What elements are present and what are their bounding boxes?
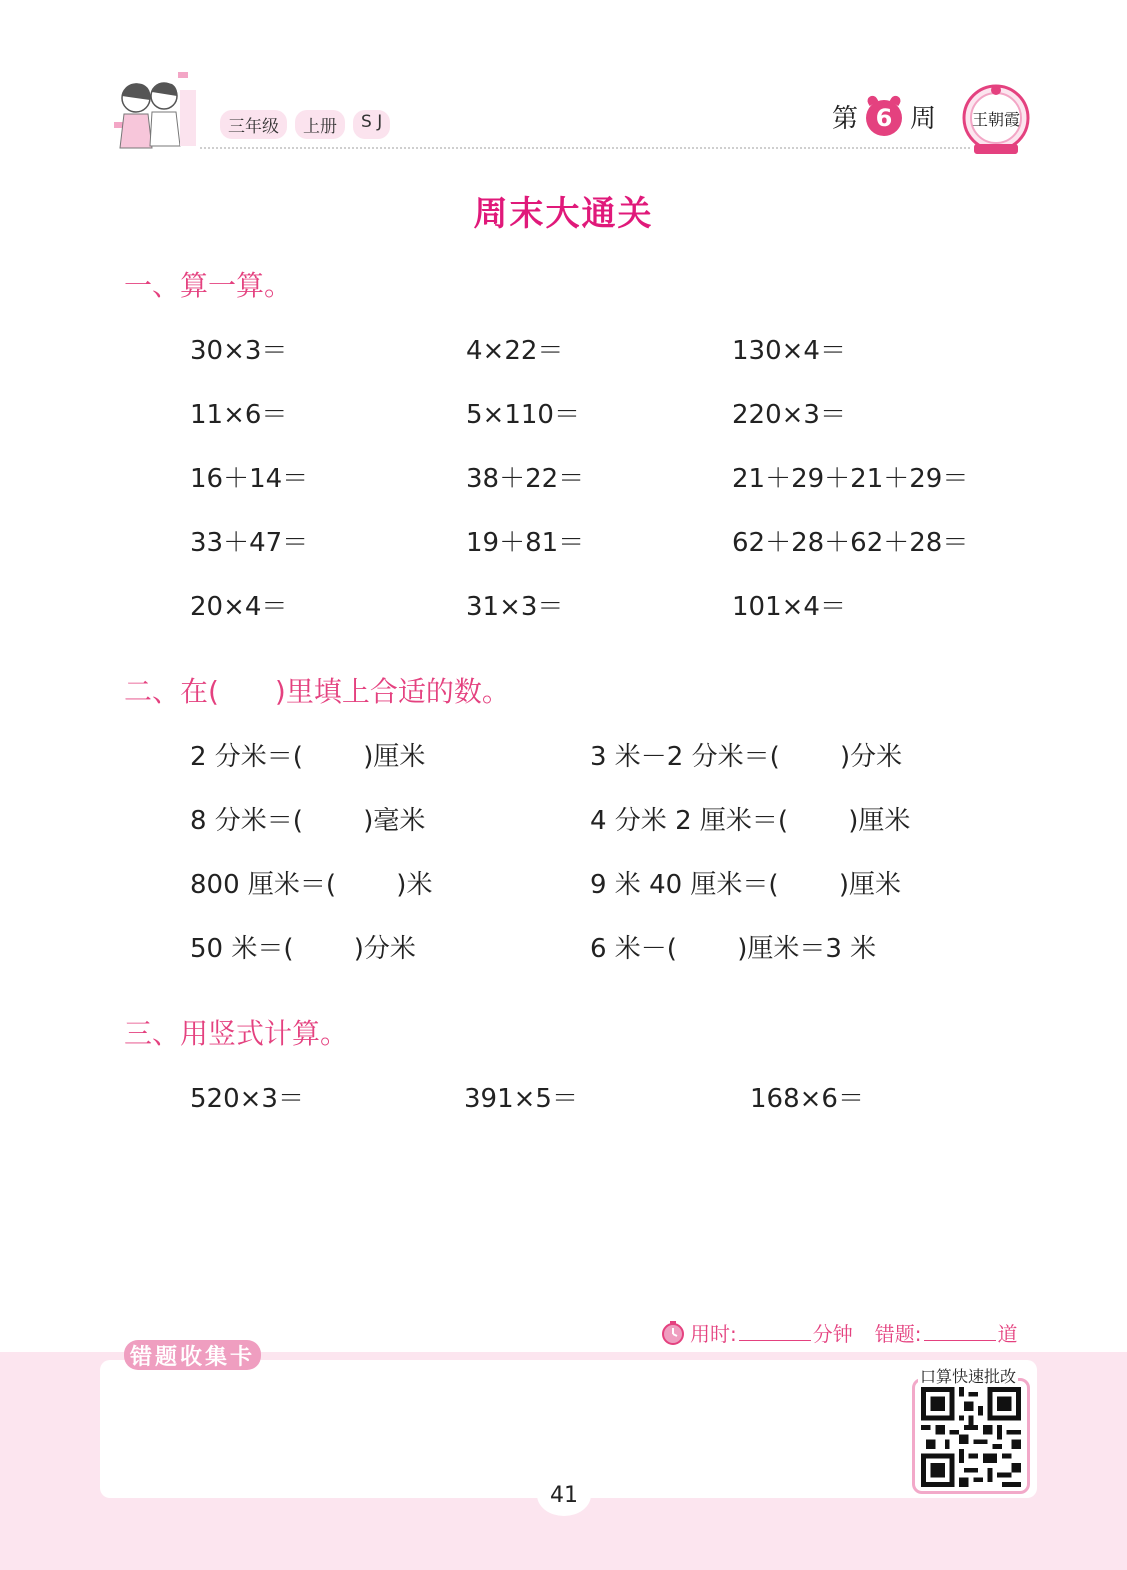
qr-code-frame[interactable] — [912, 1378, 1030, 1494]
seal-text: 王朝霞 — [971, 110, 1021, 129]
vertical-calc-item: 520×3＝ — [190, 1084, 304, 1114]
edition-tag: S J — [353, 110, 390, 139]
grade-tag: 三年级 — [220, 110, 287, 139]
fill-blank-item: 6 米－( )厘米＝3 米 — [590, 934, 877, 964]
vertical-calc-item: 391×5＝ — [464, 1084, 578, 1114]
week-number: 6 — [866, 100, 902, 136]
error-card-label: 错题收集卡 — [124, 1340, 261, 1370]
section-3-title: 三、用竖式计算。 — [124, 1017, 349, 1050]
qr-caption: 口算快速批改 — [918, 1364, 1018, 1387]
grade-tags — [220, 110, 390, 139]
time-unit: 分钟 — [812, 1322, 853, 1346]
exercise-item: 20×4＝ — [190, 592, 288, 622]
week-prefix: 第 — [832, 103, 859, 134]
page-title: 周末大通关 — [473, 194, 654, 234]
volume-tag: 上册 — [295, 110, 345, 139]
fill-blank-item: 50 米＝( )分米 — [190, 934, 416, 964]
kids-illustration — [108, 70, 206, 154]
exercise-item: 38＋22＝ — [466, 464, 585, 494]
week-suffix: 周 — [910, 103, 937, 134]
errors-blank[interactable] — [924, 1340, 996, 1341]
exercise-item: 16＋14＝ — [190, 464, 309, 494]
fill-blank-item: 8 分米＝( )毫米 — [190, 806, 426, 836]
stopwatch-icon — [660, 1320, 686, 1346]
time-label: 用时: — [690, 1322, 737, 1346]
section-2-title: 二、在( )里填上合适的数。 — [124, 675, 510, 708]
brand-seal-logo — [960, 80, 1032, 160]
fill-blank-item: 2 分米＝( )厘米 — [190, 742, 426, 772]
exercise-item: 62＋28＋62＋28＝ — [732, 528, 969, 558]
fill-blank-item: 4 分米 2 厘米＝( )厘米 — [590, 806, 911, 836]
week-indicator — [832, 96, 936, 136]
time-blank[interactable] — [739, 1340, 811, 1341]
exercise-item: 19＋81＝ — [466, 528, 585, 558]
exercise-item: 101×4＝ — [732, 592, 846, 622]
exercise-item: 31×3＝ — [466, 592, 564, 622]
alarm-clock-icon — [864, 96, 904, 136]
exercise-item: 33＋47＝ — [190, 528, 309, 558]
exercise-item: 5×110＝ — [466, 400, 580, 430]
header-divider — [200, 147, 970, 149]
errors-label: 错题: — [874, 1322, 922, 1346]
fill-blank-item: 800 厘米＝( )米 — [190, 870, 433, 900]
exercise-item: 21＋29＋21＋29＝ — [732, 464, 969, 494]
errors-unit: 道 — [997, 1322, 1018, 1346]
qr-code-icon — [919, 1387, 1023, 1487]
section-1-title: 一、算一算。 — [124, 269, 293, 302]
exercise-item: 11×6＝ — [190, 400, 288, 430]
fill-blank-item: 9 米 40 厘米＝( )厘米 — [590, 870, 901, 900]
fill-blank-item: 3 米－2 分米＝( )分米 — [590, 742, 903, 772]
exercise-item: 4×22＝ — [466, 336, 564, 366]
exercise-item: 130×4＝ — [732, 336, 846, 366]
exercise-item: 220×3＝ — [732, 400, 846, 430]
exercise-item: 30×3＝ — [190, 336, 288, 366]
page-number: 41 — [537, 1474, 591, 1516]
time-error-record — [660, 1318, 1018, 1347]
vertical-calc-item: 168×6＝ — [750, 1084, 864, 1114]
